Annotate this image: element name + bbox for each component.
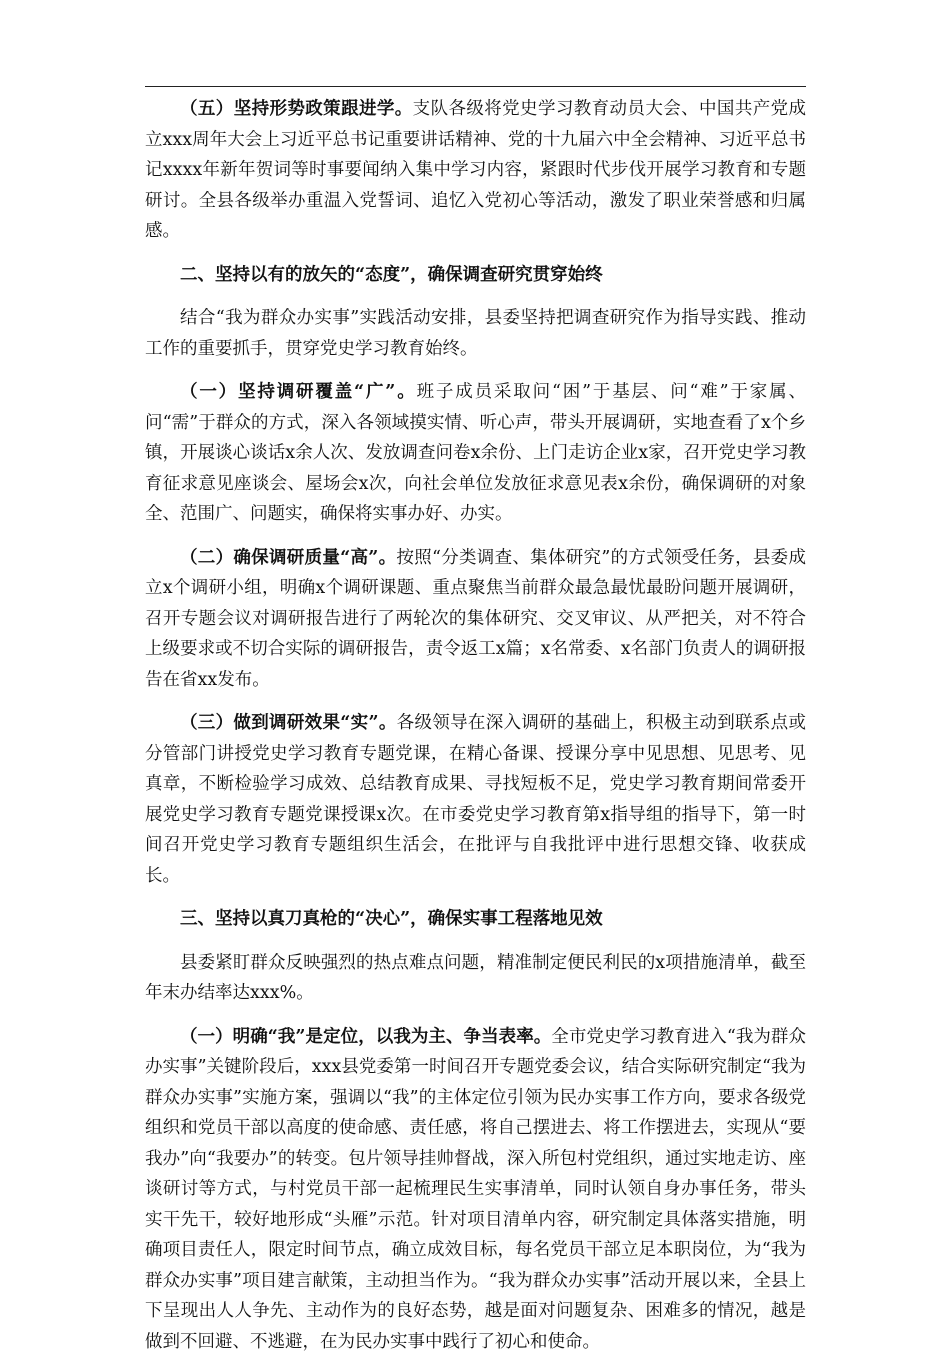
paragraph-deeds-positioning: [145, 1022, 806, 1357]
paragraph-deeds-intro: [145, 948, 806, 1009]
paragraph-text: 县委紧盯群众反映强烈的热点难点问题，精准制定便民利民的x项措施清单，截至年末办结率达xxx%。: [145, 953, 806, 1004]
paragraph-text: 按照“分类调查、集体研究”的方式领受任务，县委成立x个调研小组，明确x个调研课题、重点聚焦当前群众最急最忧最盼问题开展调研，召开专题会议对调研报告进行了两轮次的集体研究、交叉审议、从严把关，对不符合上级要求或不切合实际的调研报告，责令返工x篇；x名常委、x名部门负责人的调研报告在省xx发布。: [145, 548, 806, 690]
paragraph-5-policy-study: [145, 94, 806, 247]
paragraph-research-effect: [145, 708, 806, 891]
section-heading-2: 二、坚持以有的放矢的“态度”，确保调查研究贯穿始终: [145, 260, 806, 291]
header-rule: [145, 86, 806, 87]
paragraph-lead: （五）坚持形势政策跟进学。: [180, 99, 413, 119]
paragraph-research-quality: [145, 543, 806, 696]
paragraph-research-intro: [145, 303, 806, 364]
document-body: [145, 94, 806, 1357]
section-heading-3: 三、坚持以真刀真枪的“决心”，确保实事工程落地见效: [145, 904, 806, 935]
paragraph-lead: （二）确保调研质量“高”。: [180, 548, 396, 568]
paragraph-text: 支队各级将党史学习教育动员大会、中国共产党成立xxx周年大会上习近平总书记重要讲话精神、党的十九届六中全会精神、习近平总书记xxxx年新年贺词等时事要闻纳入集中学习内容，紧跟时代步伐开展学习教育和专题研讨。全县各级举办重温入党誓词、追忆入党初心等活动，激发了职业荣誉感和归属感。: [145, 99, 806, 241]
paragraph-text: 各级领导在深入调研的基础上，积极主动到联系点或分管部门讲授党史学习教育专题党课，在精心备课、授课分享中见思想、见思考、见真章，不断检验学习成效、总结教育成果、寻找短板不足，党史学习教育期间常委开展党史学习教育专题党课授课x次。在市委党史学习教育第x指导组的指导下，第一时间召开党史学习教育专题组织生活会，在批评与自我批评中进行思想交锋、收获成长。: [145, 713, 806, 886]
paragraph-text: 结合“我为群众办实事”实践活动安排，县委坚持把调查研究作为指导实践、推动工作的重要抓手，贯穿党史学习教育始终。: [145, 308, 806, 359]
paragraph-lead: （一）明确“我”是定位，以我为主、争当表率。: [180, 1027, 551, 1047]
paragraph-text: 全市党史学习教育进入“我为群众办实事”关键阶段后，xxx县党委第一时间召开专题党委会议，结合实际研究制定“我为群众办实事”实施方案，强调以“我”的主体定位引领为民办实事工作方向，要求各级党组织和党员干部以高度的使命感、责任感，将自己摆进去、将工作摆进去，实现从“要我办”向“我要办”的转变。包片领导挂帅督战，深入所包村党组织，通过实地走访、座谈研讨等方式，与村党员干部一起梳理民生实事清单，同时认领自身办事任务，带头实干先干，较好地形成“头雁”示范。针对项目清单内容，研究制定具体落实措施，明确项目责任人，限定时间节点，确立成效目标，每名党员干部立足本职岗位，为“我为群众办实事”项目建言献策，主动担当作为。“我为群众办实事”活动开展以来，全县上下呈现出人人争先、主动作为的良好态势，越是面对问题复杂、困难多的情况，越是做到不回避、不逃避，在为民办实事中践行了初心和使命。: [145, 1027, 806, 1352]
paragraph-lead: （一）坚持调研覆盖“广”。: [180, 382, 417, 402]
paragraph-text: 班子成员采取问“困”于基层、问“难”于家属、问“需”于群众的方式，深入各领域摸实情、听心声，带头开展调研，实地查看了x个乡镇，开展谈心谈话x余人次、发放调查问卷x余份、上门走访企业x家，召开党史学习教育征求意见座谈会、屋场会x次，向社会单位发放征求意见表x余份，确保调研的对象全、范围广、问题实，确保将实事办好、办实。: [145, 382, 806, 524]
paragraph-lead: （三）做到调研效果“实”。: [180, 713, 397, 733]
paragraph-research-coverage: [145, 377, 806, 530]
